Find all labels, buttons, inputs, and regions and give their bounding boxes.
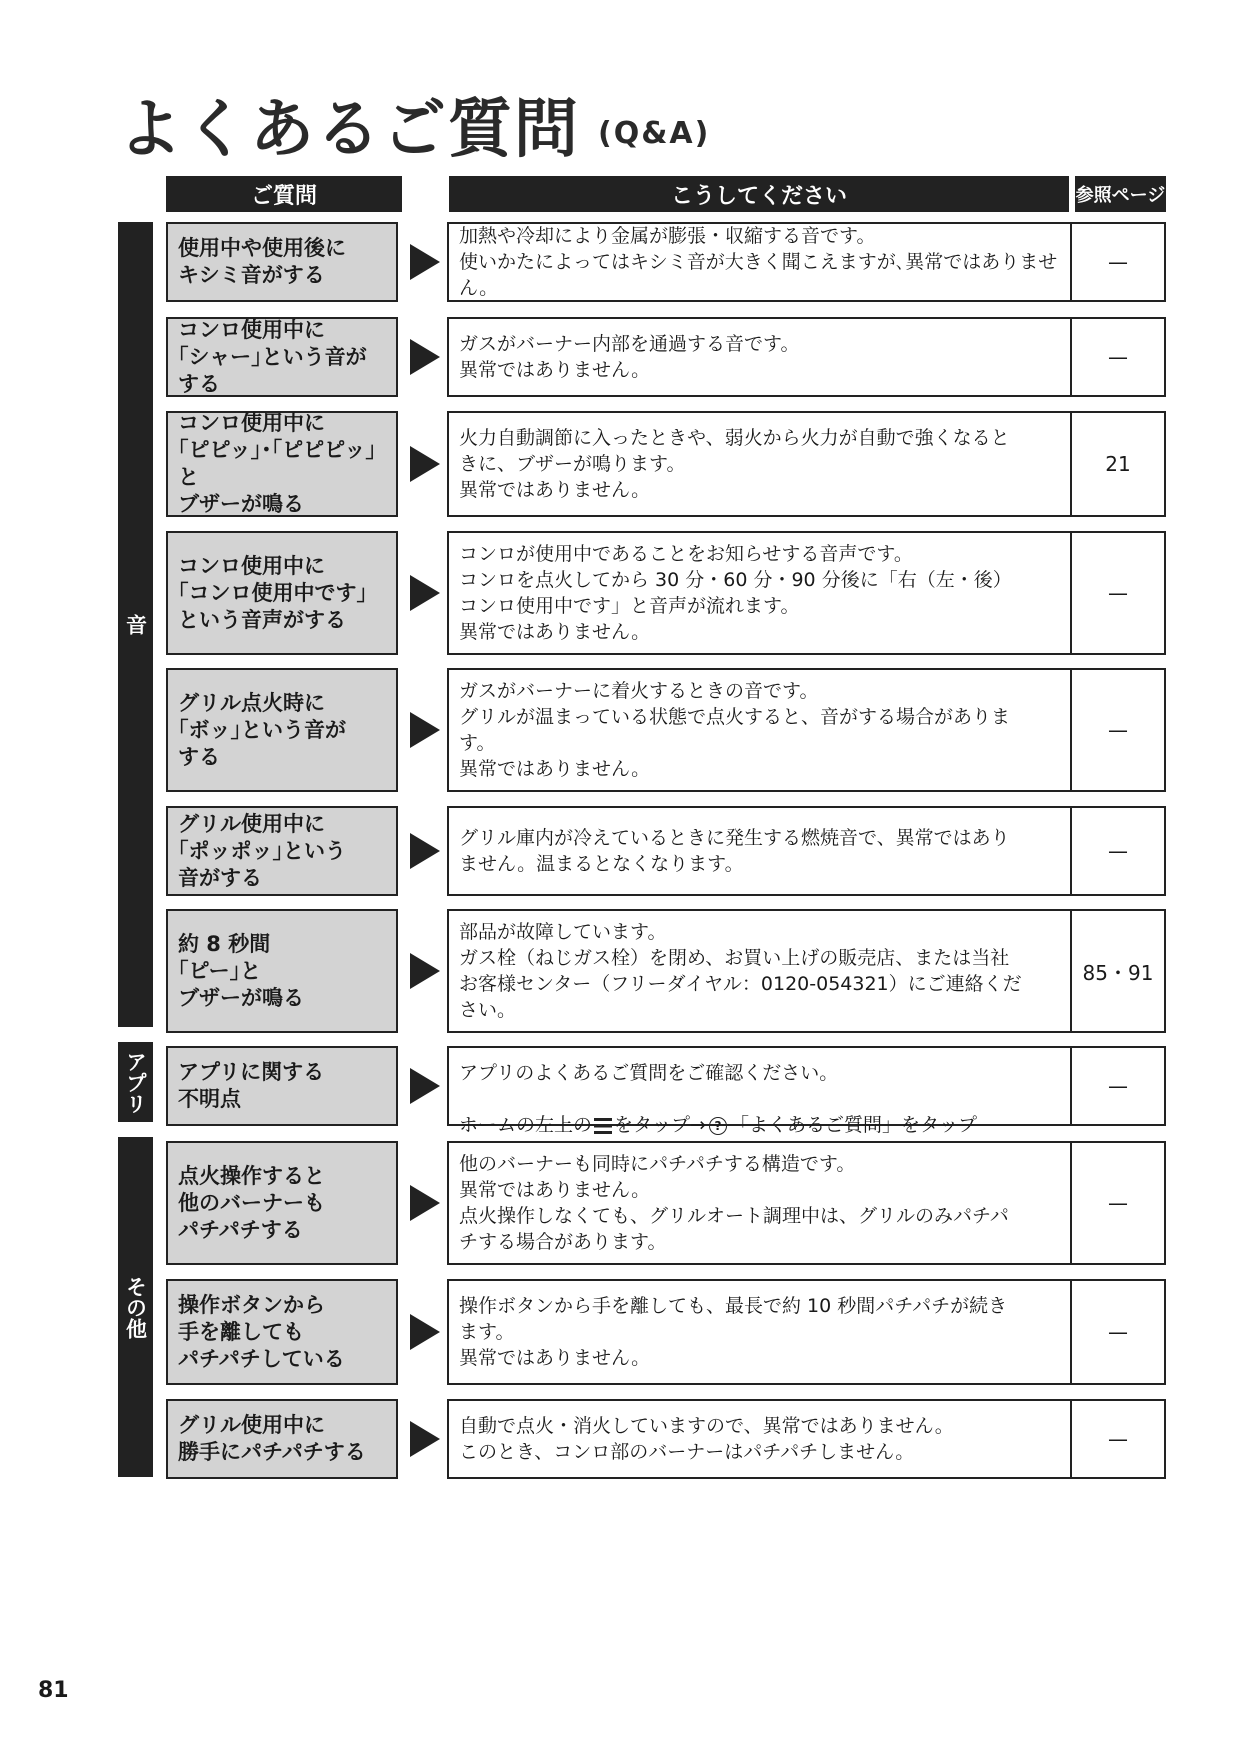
ref-page: — — [1108, 250, 1128, 274]
ref-page: 85・91 — [1082, 960, 1154, 985]
answer: 自動で点火・消火していますので、異常ではありません。 このとき、コンロ部のバーナーはパチパチしません。 — [449, 1401, 1072, 1477]
ref-page: — — [1108, 1320, 1128, 1344]
answer-line-2b: をタップ→ — [614, 1114, 706, 1136]
arrow-icon — [410, 1185, 440, 1221]
qa-row — [166, 1399, 1166, 1479]
question: コンロ使用中に ｢コンロ使用中です｣ という音声がする — [166, 531, 398, 655]
answer-box — [447, 411, 1166, 517]
arrow-icon — [410, 446, 440, 482]
qa-row — [166, 411, 1166, 517]
question: グリル使用中に ｢ポッポッ｣という 音がする — [166, 806, 398, 896]
answer-line-1: アプリのよくあるご質問をご確認ください。 — [459, 1062, 839, 1084]
ref-page: — — [1108, 839, 1128, 863]
category-other: その他 — [118, 1137, 153, 1477]
answer-box — [447, 909, 1166, 1033]
arrow-icon — [410, 833, 440, 869]
answer-line-2a: ホームの左上の — [459, 1114, 593, 1136]
answer-box — [447, 806, 1166, 896]
qa-row — [166, 668, 1166, 792]
category-sound: 音 — [118, 222, 153, 1027]
question: コンロ使用中に ｢シャー｣という音がする — [166, 317, 398, 397]
answer-box — [447, 668, 1166, 792]
arrow-icon — [410, 712, 440, 748]
question: 点火操作すると 他のバーナーも パチパチする — [166, 1141, 398, 1265]
answer-box — [447, 1046, 1166, 1136]
answer-box — [447, 1279, 1166, 1385]
answer-box — [447, 317, 1166, 397]
answer — [449, 1048, 1072, 1136]
header-question: ご質問 — [166, 176, 402, 212]
question: 使用中や使用後に キシミ音がする — [166, 222, 398, 302]
page-number: 81 — [38, 1678, 69, 1703]
answer: グリル庫内が冷えているときに発生する燃焼音で、異常ではあり ません。温まるとなくなります。 — [449, 808, 1072, 894]
question: 操作ボタンから 手を離しても パチパチしている — [166, 1279, 398, 1385]
answer: コンロが使用中であることをお知らせする音声です。 コンロを点火してから 30 分・60 分・90 分後に「右（左・後） コンロ使用中です」と音声が流れます。 異常ではありません。 — [449, 533, 1072, 653]
question: グリル点火時に ｢ボッ｣という音が する — [166, 668, 398, 792]
header-ref: 参照ページ — [1075, 176, 1166, 212]
answer: ガスがバーナーに着火するときの音です。 グリルが温まっている状態で点火すると、音がする場合がありま す。 異常ではありません。 — [449, 670, 1072, 790]
page-title: よくあるご質問 (Q&A) — [118, 93, 711, 167]
ref-page: — — [1108, 581, 1128, 605]
menu-icon — [594, 1118, 612, 1134]
answer-box — [447, 1399, 1166, 1479]
header-answer: こうしてください — [449, 176, 1069, 212]
answer-box — [447, 531, 1166, 655]
arrow-icon — [410, 1421, 440, 1457]
page-title-sub: (Q&A) — [598, 115, 711, 151]
question: コンロ使用中に ｢ピピッ｣･｢ピピピッ｣と ブザーが鳴る — [166, 411, 398, 517]
qa-row — [166, 806, 1166, 896]
qa-row — [166, 317, 1166, 397]
category-app: アプリ — [118, 1042, 153, 1122]
ref-page: — — [1108, 1427, 1128, 1451]
ref-page: 21 — [1105, 452, 1131, 476]
qa-row — [166, 1141, 1166, 1265]
answer-box — [447, 1141, 1166, 1265]
answer: 火力自動調節に入ったときや、弱火から火力が自動で強くなると きに、ブザーが鳴ります。 異常ではありません。 — [449, 413, 1072, 515]
help-icon: ? — [709, 1117, 727, 1135]
arrow-icon — [410, 339, 440, 375]
qa-row — [166, 222, 1166, 302]
qa-row — [166, 909, 1166, 1033]
arrow-icon — [410, 575, 440, 611]
answer: 部品が故障しています。 ガス栓（ねじガス栓）を閉め、お買い上げの販売店、または当社 お客様センター（フリーダイヤル：0120-054321）にご連絡くだ さい。 — [449, 911, 1072, 1031]
question: グリル使用中に 勝手にパチパチする — [166, 1399, 398, 1479]
arrow-icon — [410, 953, 440, 989]
answer-line-2c: 「よくあるご質問」をタップ — [729, 1114, 977, 1136]
answer: ガスがバーナー内部を通過する音です。 異常ではありません。 — [449, 319, 1072, 395]
qa-row — [166, 531, 1166, 655]
ref-page: — — [1108, 1074, 1128, 1098]
ref-page: — — [1108, 718, 1128, 742]
arrow-icon — [410, 244, 440, 280]
answer-box — [447, 222, 1166, 302]
arrow-icon — [410, 1068, 440, 1104]
ref-page: — — [1108, 345, 1128, 369]
answer: 他のバーナーも同時にパチパチする構造です。 異常ではありません。 点火操作しなくても、グリルオート調理中は、グリルのみパチパ チする場合があります。 — [449, 1143, 1072, 1263]
qa-row — [166, 1279, 1166, 1385]
arrow-icon — [410, 1314, 440, 1350]
ref-page: — — [1108, 1191, 1128, 1215]
qa-row — [166, 1046, 1166, 1136]
answer: 加熱や冷却により金属が膨張・収縮する音です。 使いかたによってはキシミ音が大きく聞こえますが､異常ではありません。 — [449, 224, 1072, 300]
question: アプリに関する 不明点 — [166, 1046, 398, 1126]
answer: 操作ボタンから手を離しても、最長で約 10 秒間パチパチが続き ます。 異常ではありません。 — [449, 1281, 1072, 1383]
question: 約 8 秒間 ｢ピー｣と ブザーが鳴る — [166, 909, 398, 1033]
